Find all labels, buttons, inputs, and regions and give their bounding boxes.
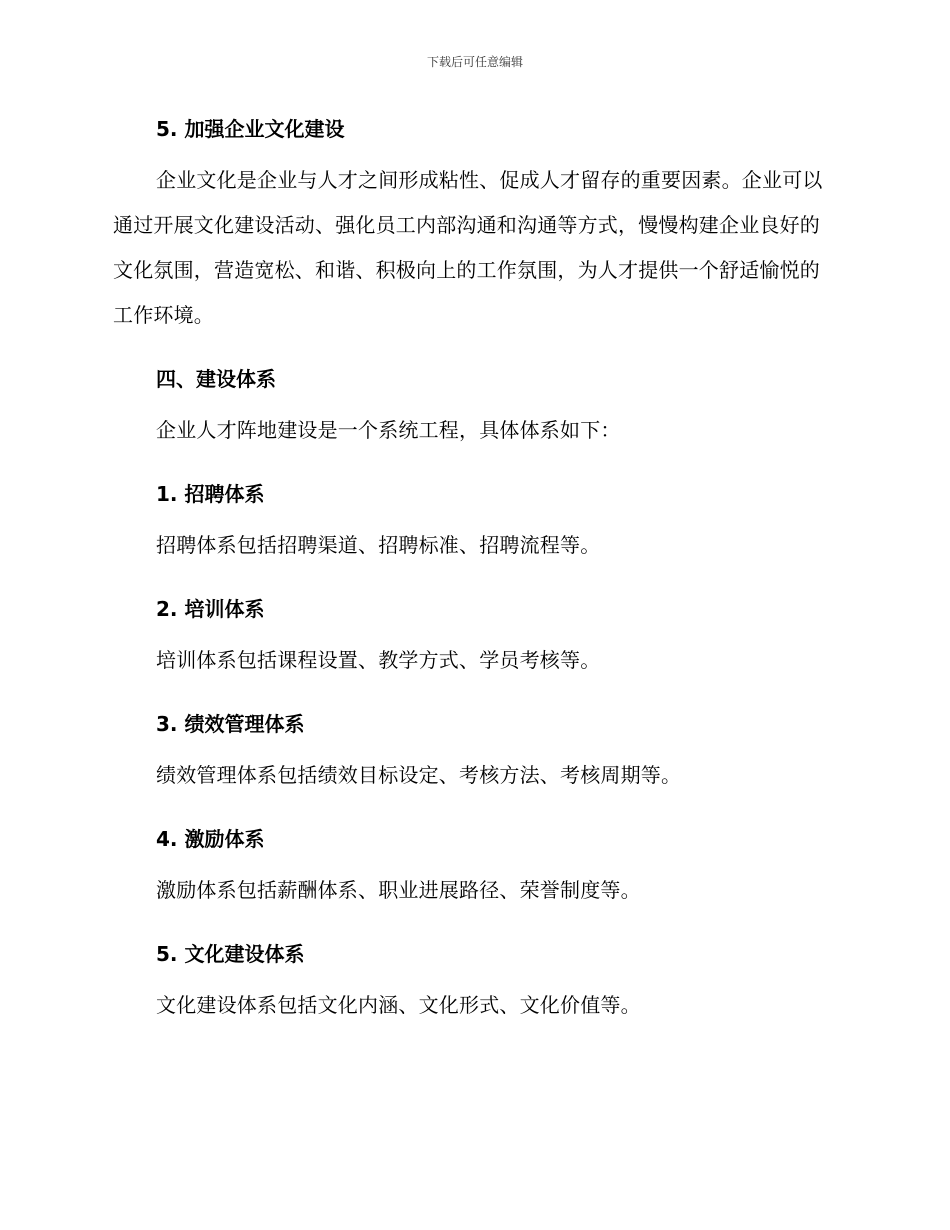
section-text-system: 企业人才阵地建设是一个系统工程，具体体系如下： [156, 418, 621, 442]
section-heading-training: 2. 培训体系 [156, 597, 265, 621]
section-heading-recruitment: 1. 招聘体系 [156, 482, 265, 506]
section-text-incentive: 激励体系包括薪酬体系、职业进展路径、荣誉制度等。 [156, 878, 641, 902]
section-text-recruitment: 招聘体系包括招聘渠道、招聘标准、招聘流程等。 [156, 533, 601, 557]
document-body [113, 112, 833, 1028]
header-note: 下载后可任意编辑 [426, 55, 523, 69]
section-heading-incentive: 4. 激励体系 [156, 827, 265, 851]
section-heading-culture-system: 5. 文化建设体系 [156, 942, 305, 966]
section-text-culture-system: 文化建设体系包括文化内涵、文化形式、文化价值等。 [156, 993, 641, 1017]
section-text-training: 培训体系包括课程设置、教学方式、学员考核等。 [156, 648, 601, 672]
section-text-performance: 绩效管理体系包括绩效目标设定、考核方法、考核周期等。 [156, 763, 682, 787]
section-text-culture: 企业文化是企业与人才之间形成粘性、促成人才留存的重要因素。企业可以通过开展文化建设活动、强化员工内部沟通和沟通等方式，慢慢构建企业良好的文化氛围，营造宽松、和谐、积极向上的工作氛围，为人才提供一个舒适愉悦的工作环境。 [113, 168, 823, 327]
section-heading-system: 四、建设体系 [156, 367, 276, 391]
section-heading-performance: 3. 绩效管理体系 [156, 712, 305, 736]
section-heading-culture: 5. 加强企业文化建设 [156, 117, 345, 141]
